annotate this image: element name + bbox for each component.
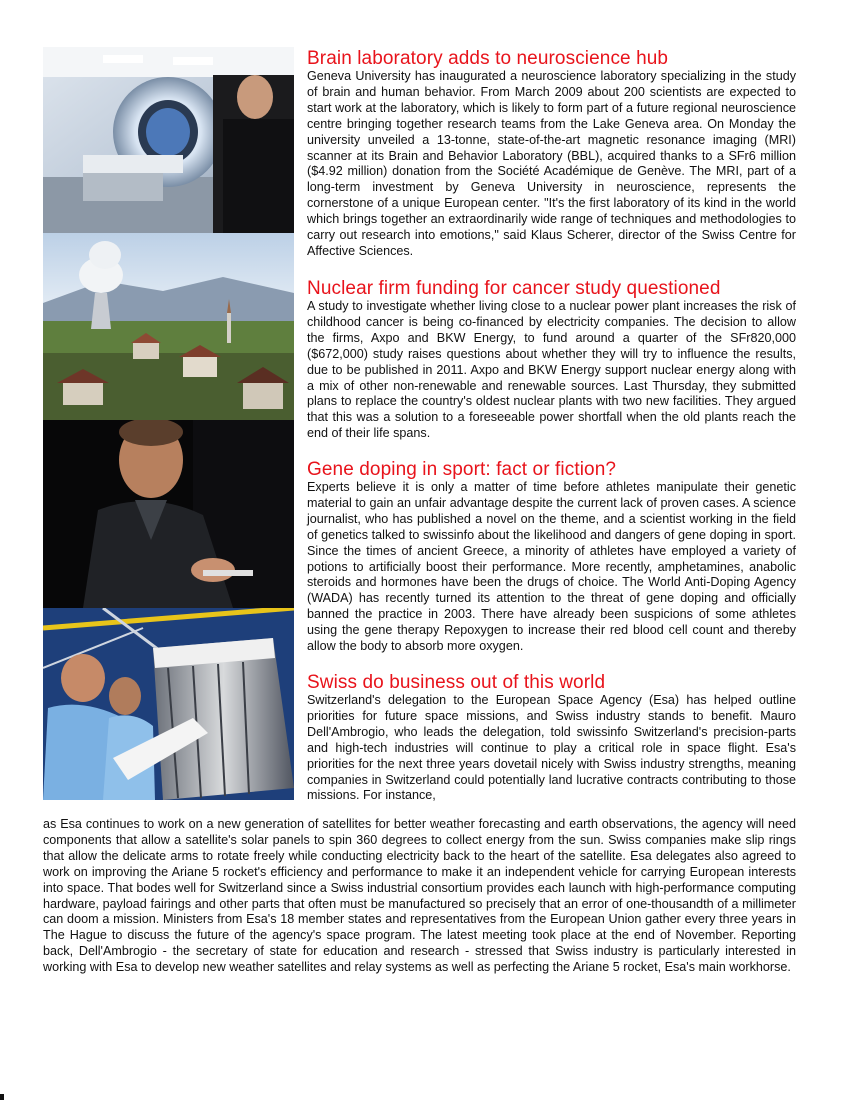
nuclear-plant-photo (43, 233, 294, 420)
article-body-continued: as Esa continues to work on a new generation of satellites for better weather forecasting and earth observations, the agency will need components that allow a satellite's solar panels to spin 360 degrees to collect energy from the sun. Swiss companies make slip rings that allow the delicate arms to rotate freely while conducting electricity back to the heart of the satellite. Esa delegates also agreed to work on improving the Ariane 5 rocket's efficiency and performance to make it an independent vehicle for carrying European interests into space. That bodes well for Switzerland since a Swiss industrial consortium provides each launch with high-performance computing hardware, payload fairings and other parts that often must be manufactured so precisely that an error of one-thousandth of a millimeter can doom a mission. Ministers from Esa's 18 member states and representatives from the European Union gather every three years in The Hague to discuss the future of the agency's space program. The latest meeting took place at the end of November. Reporting back, Dell'Ambrogio - the secretary of state for education and research - stressed that Swiss industry is particularly interested in working with Esa to develop new weather satellites and relay systems as well as perfecting the Ariane 5 rocket, Esa's main workhorse. (43, 817, 796, 975)
article-body: Experts believe it is only a matter of time before athletes manipulate their genetic material to gain an unfair advantage despite the current lack of proven cases. A science journalist, who has published a novel on the theme, and a scientist working in the field of genetics talked to swissinfo about the likelihood and dangers of gene doping in sport. Since the times of ancient Greece, a minority of athletes have employed a variety of potions to artificially boost their performance. More recently, amphetamines, anabolic steroids and hormones have been the drugs of choice. The World Anti-Doping Agency (WADA) has recently turned its attention to the threat of gene doping and officially banned the practice in 2003. There have already been suspicions of some athletes using the gene therapy Repoxygen to increase their red blood cell count and thereby allow the body to absorb more oxygen. (307, 480, 796, 654)
article-title: Brain laboratory adds to neuroscience hub (307, 48, 669, 69)
article-nuclear-funding (307, 278, 796, 442)
article-body: A study to investigate whether living close to a nuclear power plant increases the risk of childhood cancer is being co-financed by electricity companies. The decision to allow the firms, Axpo and BKW Energy, to fund around a quarter of the SFr820,000 ($672,000) study raises questions about whether they will try to influence the results, due to be published in 2011. Axpo and BKW Energy support nuclear energy along with a mix of other non-renewable and renewable sources. Last Thursday, they submitted plans to replace the country's oldest nuclear plants with two new facilities. They argued that this was a solution to a foreseeable power shortfall when the old plants reach the end of their life spans. (307, 299, 796, 441)
space-hardware-photo (43, 608, 294, 800)
scientist-portrait-photo (43, 420, 294, 608)
article-title: Swiss do business out of this world (307, 672, 606, 693)
article-brain-laboratory (307, 48, 796, 260)
scan-mark (0, 1094, 4, 1100)
article-title: Nuclear firm funding for cancer study questioned (307, 278, 721, 299)
article-body: Switzerland's delegation to the European Space Agency (Esa) has helped outline priorities for future space missions, and Swiss industry stands to benefit. Mauro Dell'Ambrogio, who leads the delegation, told swissinfo Switzerland's precision-parts and high-tech industries will continue to play a critical role in space flight. Esa's priorities for the next three years dovetail nicely with Swiss industry strengths, meaning companies in Switzerland could potentially land lucrative contracts contributing to those missions. For instance, (307, 693, 796, 803)
article-swiss-space-business (307, 672, 796, 804)
mri-scanner-photo (43, 47, 294, 233)
article-gene-doping (307, 459, 796, 655)
article-body: Geneva University has inaugurated a neuroscience laboratory specializing in the study of brain and human behavior. From March 2009 about 200 scientists are expected to start work at the laboratory, which is likely to form part of a future regional neuroscience centre bringing together research teams from the Lake Geneva area. On Monday the university unveiled a 13-tonne, state-of-the-art magnetic resonance imaging (MRI) scanner at its Brain and Behavior Laboratory (BBL), acquired thanks to a SFr6 million ($4.92 million) donation from the Société Académique de Genève. The MRI, part of a long-term investment by Geneva University in neuroscience, represents the cornerstone of a unique European center. "It's the first laboratory of its kind in the world which brings together an extraordinarily wide range of techniques and methodologies to carry out research into emotions," said Klaus Scherer, director of the Swiss Centre for Affective Sciences. (307, 69, 796, 258)
article-title: Gene doping in sport: fact or fiction? (307, 459, 617, 480)
